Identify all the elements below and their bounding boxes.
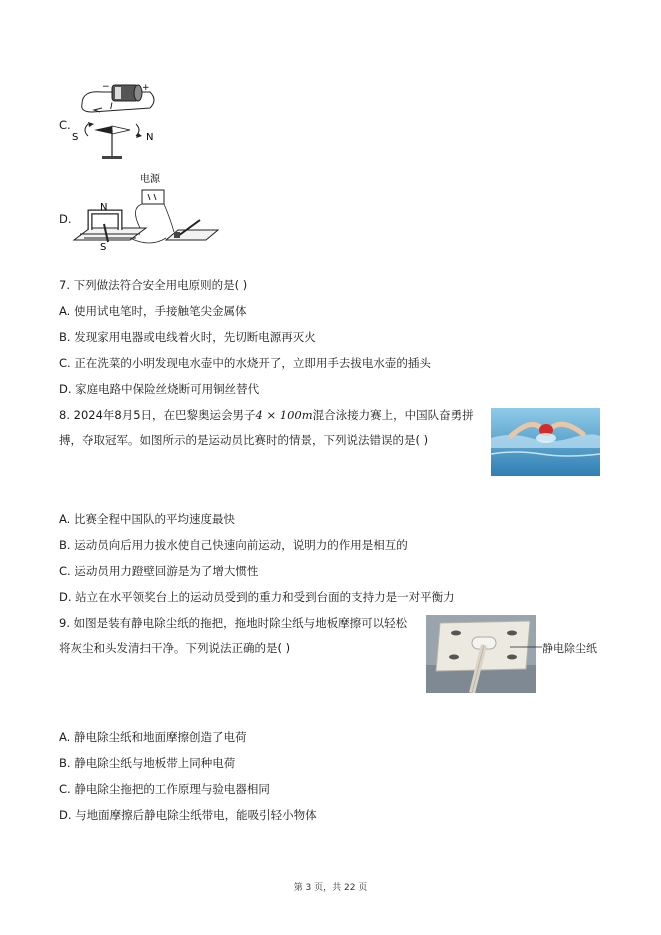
mop-paper-label: 静电除尘纸	[542, 642, 597, 655]
s-pole-label: S	[72, 132, 79, 143]
minus-sign: −	[102, 82, 110, 92]
q9-option-a: A. 静电除尘纸和地面摩擦创造了电荷	[59, 730, 247, 744]
q9-stem-line2: 将灰尘和头发清扫干净。下列说法正确的是( )	[59, 641, 291, 655]
q7-option-a: A. 使用试电笔时，手接触笔尖金属体	[59, 304, 247, 318]
electrostatic-mop-photo	[426, 615, 536, 693]
plus-sign: +	[142, 83, 150, 93]
q7-stem: 7. 下列做法符合安全用电原则的是( )	[59, 278, 248, 292]
label-leader-line	[510, 642, 544, 652]
n-pole-label: N	[146, 132, 154, 143]
q8-option-d: D. 站立在水平领奖台上的运动员受到的重力和受到台面的支持力是一对平衡力	[59, 590, 455, 604]
q8-option-a: A. 比赛全程中国队的平均速度最快	[59, 512, 235, 526]
q8-stem-line1	[59, 407, 474, 423]
q8-option-b: B. 运动员向后用力拔水使自己快速向前运动，说明力的作用是相互的	[59, 538, 408, 552]
q8-stem-post: 混合泳接力赛上，中国队奋勇拼	[312, 408, 474, 422]
n-pole-label-d: N	[100, 202, 108, 213]
current-label: I	[110, 102, 113, 112]
power-source-label: 电源	[140, 174, 160, 185]
q9-option-b: B. 静电除尘纸与地板带上同种电荷	[59, 756, 236, 770]
motor-experiment-figure	[70, 168, 220, 260]
q7-option-b: B. 发现家用电器或电线着火时，先切断电源再灭火	[59, 330, 316, 344]
page-footer: 第 3 页，共 22 页	[293, 883, 368, 893]
q8-stem-pre: 8. 2024年8月5日，在巴黎奥运会男子	[59, 408, 256, 422]
q7-option-c: C. 正在洗菜的小明发现电水壶中的水烧开了，立即用手去拔电水壶的插头	[59, 356, 431, 370]
q9-stem-line1: 9. 如图是装有静电除尘纸的拖把，拖地时除尘纸与地板摩擦可以轻松	[59, 616, 408, 630]
q9-option-d: D. 与地面摩擦后静电除尘纸带电，能吸引轻小物体	[59, 808, 317, 822]
swimmer-photo	[491, 408, 600, 476]
q7-option-d: D. 家庭电路中保险丝烧断可用铜丝替代	[59, 382, 260, 396]
q9-option-c: C. 静电除尘拖把的工作原理与验电器相同	[59, 782, 270, 796]
q8-stem-line2: 搏，夺取冠军。如图所示的是运动员比赛时的情景，下列说法错误的是( )	[59, 433, 429, 447]
q8-option-c: C. 运动员用力蹬壁回游是为了增大惯性	[59, 564, 259, 578]
s-pole-label-d: S	[100, 242, 107, 253]
q8-stem-math: 4 × 100m	[255, 408, 313, 422]
solenoid-compass-figure	[72, 78, 162, 168]
option-c-label: C.	[59, 118, 71, 132]
option-d-label: D.	[59, 212, 72, 226]
